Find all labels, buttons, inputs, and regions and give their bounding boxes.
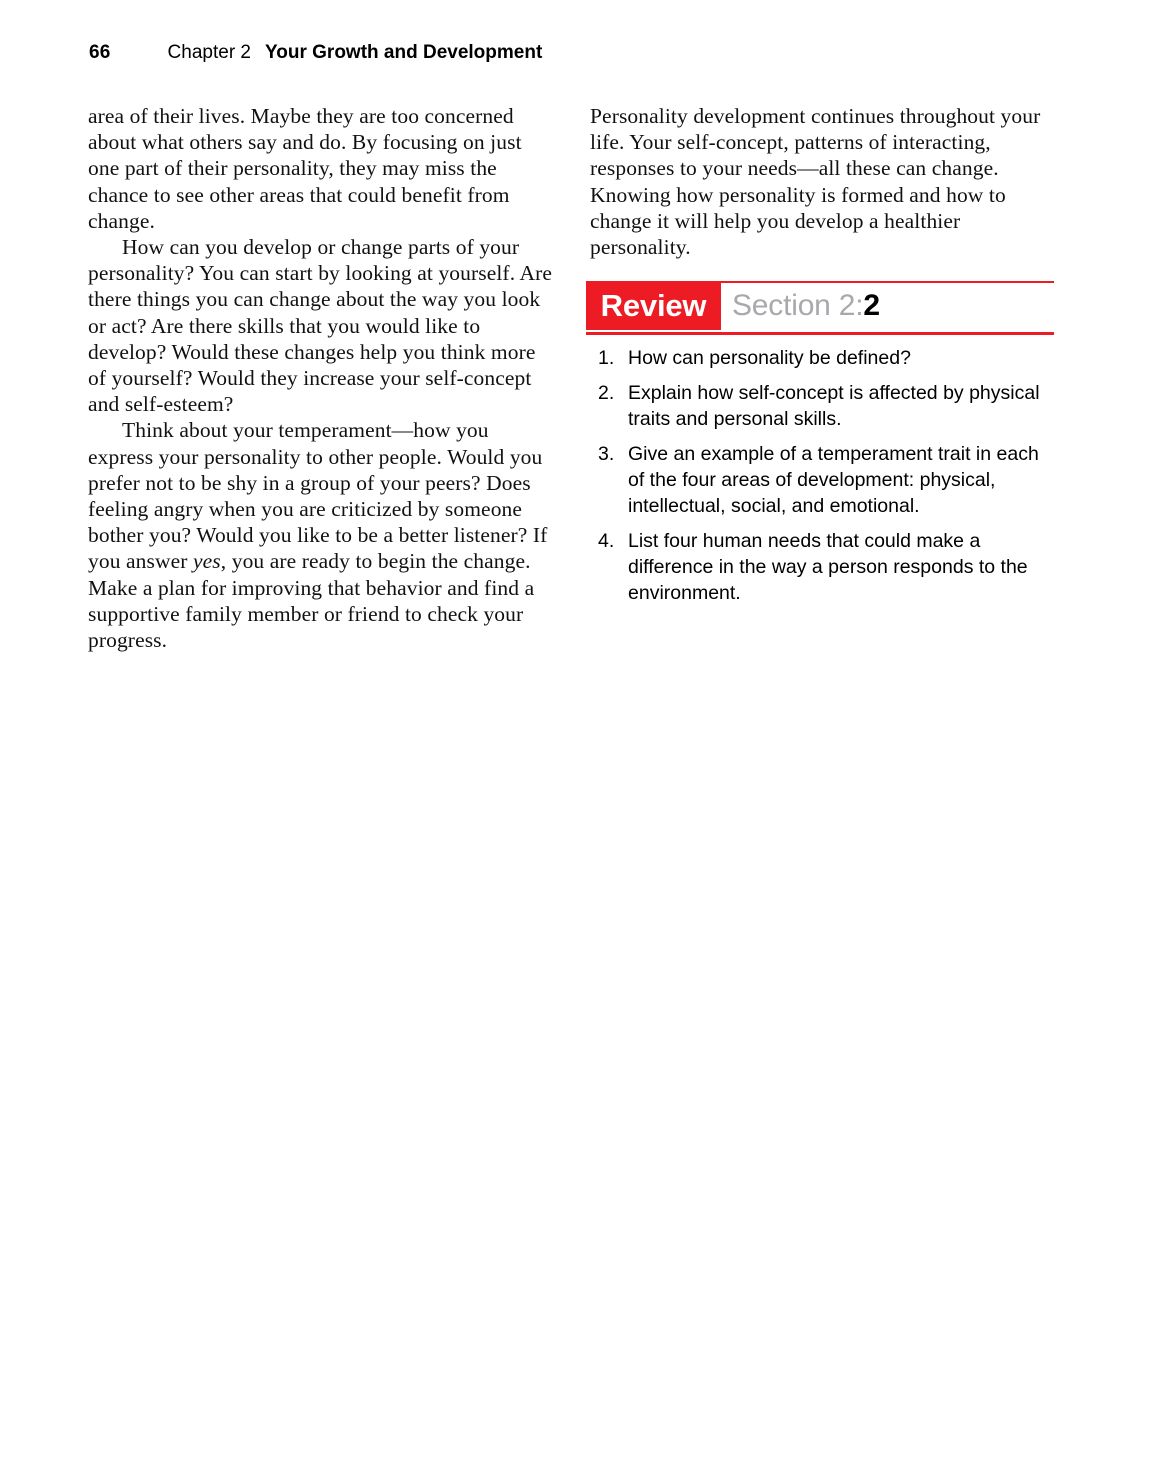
list-item-text: List four human needs that could make a difference in the way a person responds to the environment.: [628, 530, 1028, 604]
left-column: [88, 103, 553, 653]
review-tag-label: Review: [600, 288, 707, 323]
list-item-marker: 4.: [598, 530, 615, 552]
body-paragraph: How can you develop or change parts of your personality? You can start by looking at yourself. Are there things you can change about the way you look or act? Are there skills that you would like to develop? Would these changes help you think more of yourself? Would they increase your self-concept and self-esteem?: [88, 235, 552, 417]
list-item: [598, 528, 1058, 606]
review-bar: [586, 281, 1054, 330]
body-paragraph: area of their lives. Maybe they are too concerned about what others say and do. By focusing on just one part of their personality, they may miss the chance to see other areas that could benefit from change.: [88, 104, 522, 233]
list-item-text: Explain how self-concept is affected by physical traits and personal skills.: [628, 382, 1040, 430]
review-banner: [586, 281, 1054, 330]
list-item: [598, 345, 1058, 371]
review-tag: [586, 281, 721, 330]
review-rule-bottom: [586, 332, 1054, 335]
list-item-marker: 1.: [598, 347, 615, 369]
page-number: 66: [89, 42, 111, 63]
review-section-label: Section 2:: [732, 289, 864, 322]
list-item: [598, 380, 1058, 432]
body-paragraph: Personality development continues throughout your life. Your self-concept, patterns of interacting, responses to your needs—all these can change. Knowing how personality is formed and how to change it will help you develop a healthier personality.: [590, 104, 1041, 260]
emphasized-word: yes: [193, 549, 221, 574]
list-item-marker: 3.: [598, 443, 615, 465]
paragraph-text-part: , you are ready to begin the change. Make a plan for improving that behavior and find a supportive family member or friend to check your progress.: [88, 549, 535, 653]
paragraph-text-part: Think about your temperament—how you express your personality to other people. Would you prefer not to be shy in a group of your peers? Does feeling angry when you are criticized by someone bother you? Would you like to be a better listener? If you answer: [88, 418, 548, 574]
review-question-list: [598, 345, 1058, 606]
running-head: [89, 43, 542, 62]
list-item-text: How can personality be defined?: [628, 347, 911, 369]
list-item-marker: 2.: [598, 382, 615, 404]
chapter-label: Chapter 2: [167, 42, 251, 63]
review-section-heading: [732, 289, 880, 323]
review-section-number: 2: [863, 289, 881, 322]
list-item: [598, 441, 1058, 519]
chapter-title: Your Growth and Development: [265, 42, 543, 63]
list-item-text: Give an example of a temperament trait in each of the four areas of development: physical, intellectual, social, and emotional.: [628, 443, 1039, 517]
body-paragraph: [88, 417, 553, 653]
right-column: [590, 103, 1055, 260]
